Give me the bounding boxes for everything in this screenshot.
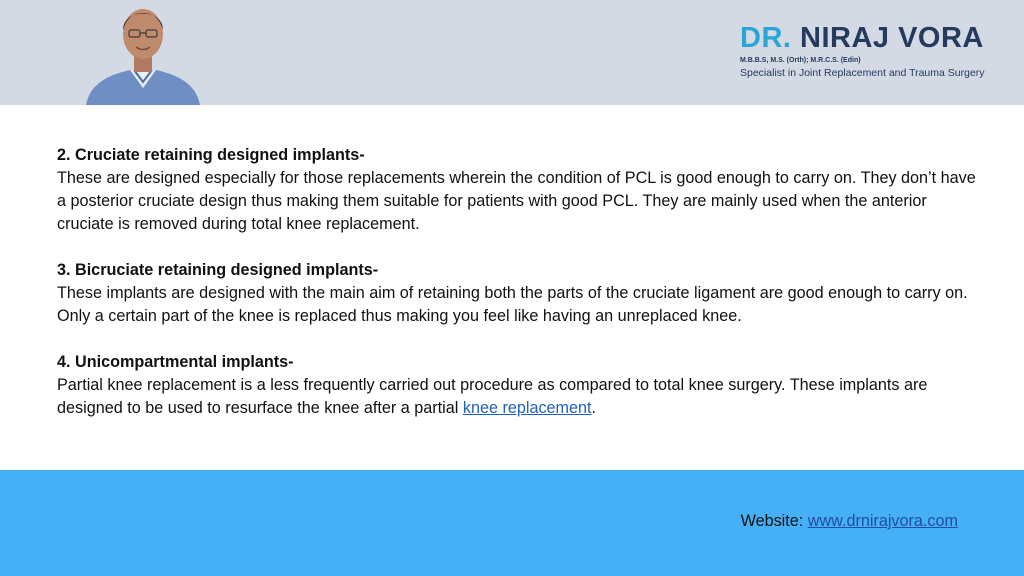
section-unicompartmental [57,351,977,420]
section-cruciate-retaining [57,144,977,236]
section-heading: 2. Cruciate retaining designed implants- [57,146,365,164]
logo-doctor-name [740,22,1010,54]
knee-replacement-link[interactable]: knee replacement [462,399,592,417]
website-link[interactable]: www.drnirajvora.com [807,512,958,530]
article-content [57,144,977,443]
section-bicruciate-retaining [57,259,977,328]
clinic-logo [740,22,1010,92]
header-band [0,0,1024,105]
logo-prefix: DR. [740,22,792,54]
section-heading: 4. Unicompartmental implants- [57,353,294,371]
doctor-portrait-image [82,0,204,105]
logo-qualifications: M.B.B.S, M.S. (Orth); M.R.C.S. (Edin) [740,57,861,64]
section-body [57,374,977,420]
body-text-after-link: . [591,399,597,417]
logo-specialty: Specialist in Joint Replacement and Trauma Surgery [740,67,985,79]
logo-name-rest: NIRAJ VORA [791,22,984,54]
section-heading: 3. Bicruciate retaining designed implants- [57,261,379,279]
body-text-before-link: Partial knee replacement is a less frequently carried out procedure as compared to total knee surgery. These implants are designed to be used to resurface the knee after a partial [57,376,928,417]
section-body: These implants are designed with the main aim of retaining both the parts of the cruciate ligament are good enough to carry on. Only a certain part of the knee is replaced thus making you feel like having an unreplaced knee. [57,284,968,325]
website-line [741,512,958,531]
website-label: Website: [740,512,808,530]
section-body: These are designed especially for those replacements wherein the condition of PCL is good enough to carry on. They don’t have a posterior cruciate design thus making them suitable for patients with good PCL. They are mainly used when the anterior cruciate is removed during total knee replacement. [57,169,976,233]
